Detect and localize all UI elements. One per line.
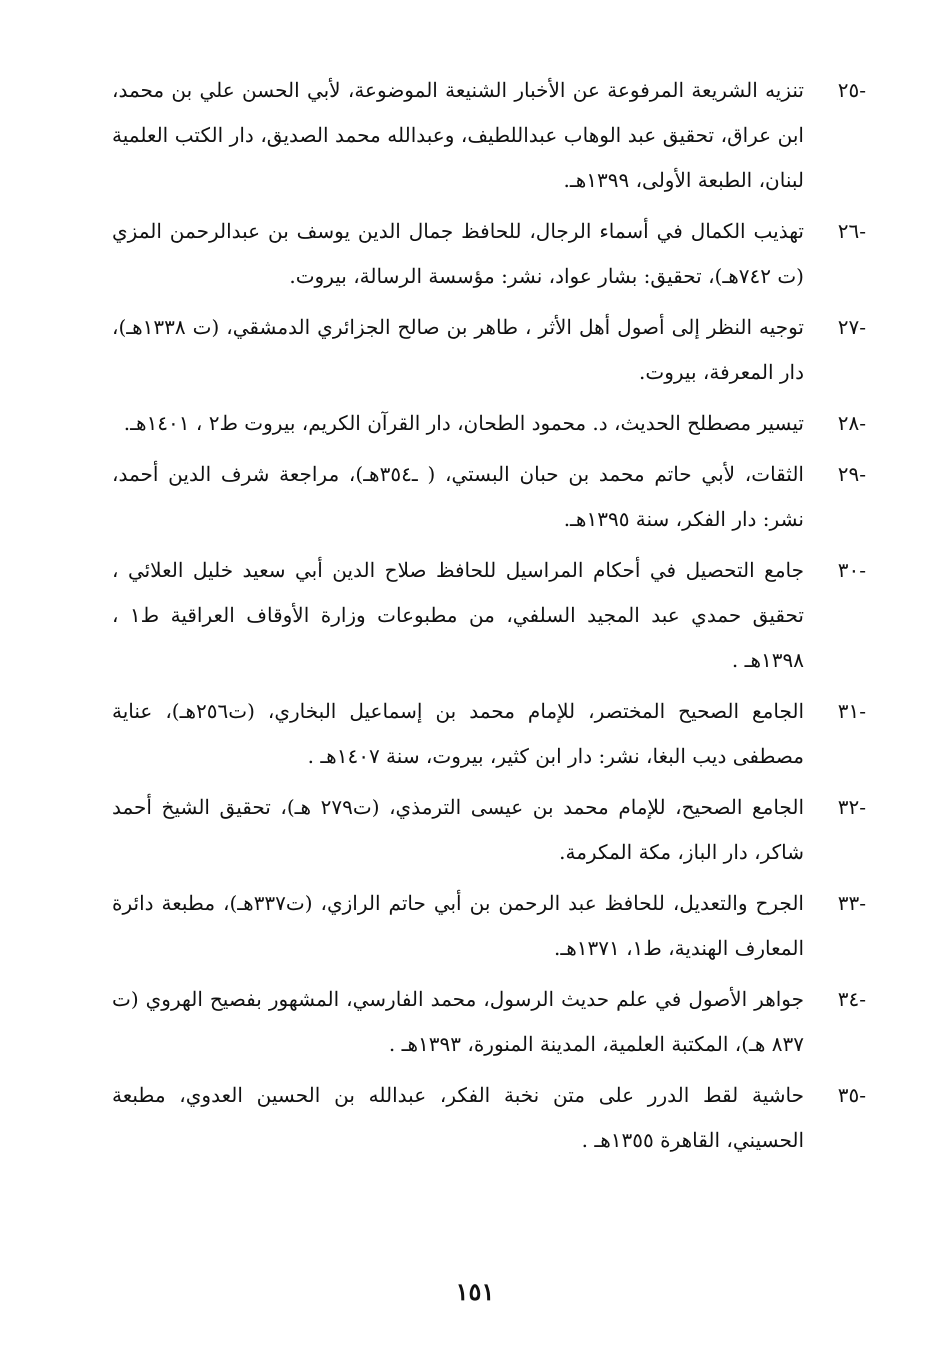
entry-text: تيسير مصطلح الحديث، د. محمود الطحان، دار القرآن الكريم، بيروت ط٢ ، ١٤٠١هـ. <box>123 411 804 435</box>
entry-number: -٣٢ <box>837 795 866 819</box>
bibliography-list <box>112 68 866 1169</box>
entry-number: -٣١ <box>837 699 866 723</box>
entry-text: جواهر الأصول في علم حديث الرسول، محمد الفارسي، المشهور بفصيح الهروي (ت ٨٣٧ هـ)، المكتبة العلمية، المدينة المنورة، ١٣٩٣هـ . <box>112 987 804 1056</box>
page-number: ١٥١ <box>455 1277 495 1306</box>
bibliography-entry-30 <box>112 548 866 683</box>
entry-text: تهذيب الكمال في أسماء الرجال، للحافظ جمال الدين يوسف بن عبدالرحمن المزي (ت ٧٤٢هـ)، تحقيق: بشار عواد، نشر: مؤسسة الرسالة، بيروت. <box>112 219 804 288</box>
entry-number: -٣٠ <box>837 558 866 582</box>
entry-text: الجامع الصحيح المختصر، للإمام محمد بن إسماعيل البخاري، (ت٢٥٦هـ)، عناية مصطفى ديب البغا، نشر: دار ابن كثير، بيروت، سنة ١٤٠٧هـ . <box>112 699 805 768</box>
entry-number: -٣٤ <box>837 987 866 1011</box>
bibliography-entry-33 <box>112 881 866 971</box>
entry-text: الثقات، لأبي حاتم محمد بن حبان البستي، ( ـ٣٥٤هـ)، مراجعة شرف الدين أحمد، نشر: دار الفكر، سنة ١٣٩٥هـ. <box>112 462 804 531</box>
bibliography-entry-26 <box>112 209 866 299</box>
entry-text: حاشية لقط الدرر على متن نخبة الفكر، عبدالله بن الحسين العدوي، مطبعة الحسيني، القاهرة ١٣٥٥هـ . <box>112 1083 804 1152</box>
entry-number: -٢٦ <box>837 219 866 243</box>
bibliography-entry-28 <box>112 401 866 446</box>
bibliography-entry-31 <box>112 689 866 779</box>
entry-text: الجرح والتعديل، للحافظ عبد الرحمن بن أبي حاتم الرازي، (ت٣٣٧هـ)، مطبعة دائرة المعارف الهندية، ط١، ١٣٧١هـ. <box>112 891 804 960</box>
entry-number: -٣٥ <box>837 1083 866 1107</box>
bibliography-entry-27 <box>112 305 866 395</box>
entry-number: -٣٣ <box>837 891 866 915</box>
bibliography-entry-32 <box>112 785 866 875</box>
entry-text: توجيه النظر إلى أصول أهل الأثر ، طاهر بن صالح الجزائري الدمشقي، (ت ١٣٣٨هـ)، دار المعرفة، بيروت. <box>112 315 804 384</box>
entry-text: الجامع الصحيح، للإمام محمد بن عيسى الترمذي، (ت٢٧٩ هـ)، تحقيق الشيخ أحمد شاكر، دار الباز، مكة المكرمة. <box>112 795 804 864</box>
entry-text: جامع التحصيل في أحكام المراسيل للحافظ صلاح الدين أبي سعيد خليل العلائي ، تحقيق حمدي عبد المجيد السلفي، من مطبوعات وزارة الأوقاف العراقية ط١ ، ١٣٩٨هـ . <box>112 558 804 672</box>
bibliography-entry-25 <box>112 68 866 203</box>
entry-number: -٢٥ <box>837 78 866 102</box>
entry-number: -٢٨ <box>837 411 866 435</box>
entry-text: تنزيه الشريعة المرفوعة عن الأخبار الشنيعة الموضوعة، لأبي الحسن علي بن محمد، ابن عراق، تحقيق عبد الوهاب عبداللطيف، وعبدالله محمد الصديق، دار الكتب العلمية لبنان، الطبعة الأولى، ١٣٩٩هـ. <box>112 78 804 192</box>
bibliography-entry-34 <box>112 977 866 1067</box>
entry-number: -٢٩ <box>837 462 866 486</box>
bibliography-entry-29 <box>112 452 866 542</box>
bibliography-entry-35 <box>112 1073 866 1163</box>
entry-number: -٢٧ <box>837 315 866 339</box>
